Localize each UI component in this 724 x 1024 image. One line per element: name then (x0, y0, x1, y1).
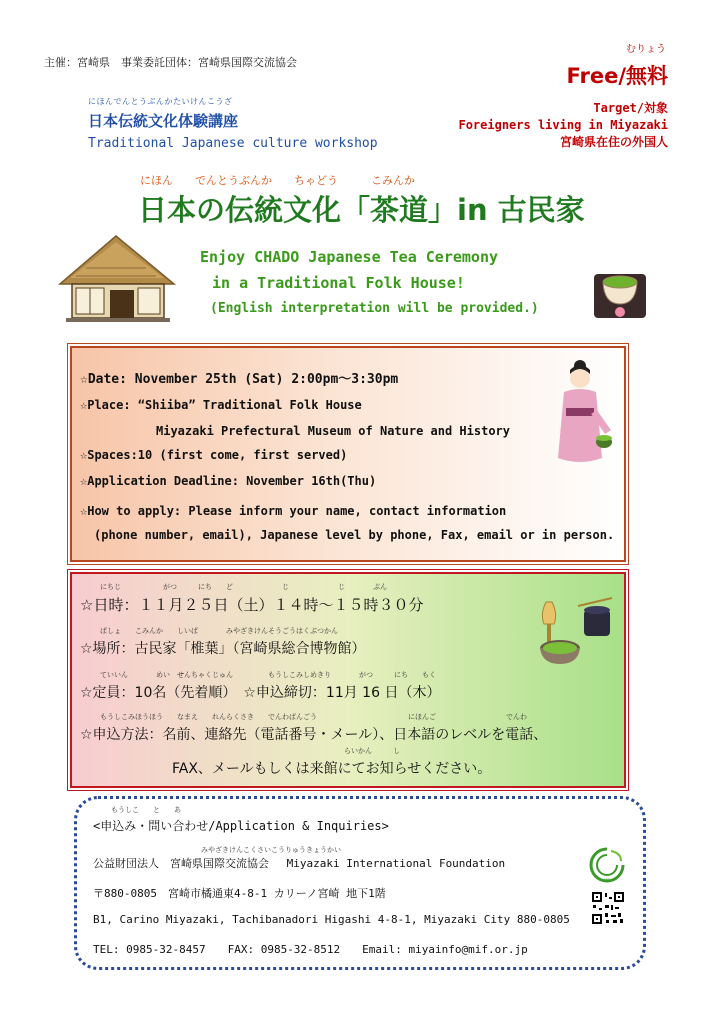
address-jp: 〒880-0805 宮崎市橘通東4-8-1 カリーノ宮崎 地下1階 (93, 887, 386, 900)
free-ruby: むりょう (626, 44, 666, 55)
apply2-ruby-jp: らいかん し (344, 747, 400, 755)
svg-text:MIF: MIF (603, 878, 611, 882)
date-ruby-jp: にちじ がつ にち ど じ じ ぷん (100, 583, 387, 591)
main-title: 日本の伝統文化「茶道」in 古民家 (138, 193, 585, 227)
tea-utensils-illustration (532, 596, 614, 668)
free-label: Free/無料 (566, 64, 668, 88)
contact-box (74, 796, 646, 970)
tea-host-illustration (550, 358, 612, 470)
deadline-line-en: ☆Application Deadline: November 16th(Thu) (80, 474, 377, 488)
workshop-title-en: Traditional Japanese culture workshop (88, 136, 378, 151)
folk-house-illustration (56, 232, 178, 324)
target-line: Foreigners living in Miyazaki (458, 118, 668, 132)
japanese-info-box (70, 572, 626, 788)
place-line-jp: ☆場所：古民家「椎葉」（宮崎県総合博物館） (80, 641, 366, 657)
target-line: 宮崎県在住の外国人 (559, 135, 668, 149)
organizer-line: 主催：宮崎県 事業委託団体：宮崎県国際交流協会 (44, 56, 297, 69)
date-line-en: ☆Date: November 25th (Sat) 2:00pm～3:30pm (80, 372, 399, 387)
workshop-ruby: にほんでんとうぶんかたいけんこうざ (88, 97, 233, 106)
contact-phone-fax-email: TEL: 0985-32-8457 FAX: 0985-32-8512 Email: miyainfo@mif.or.jp (93, 943, 528, 956)
apply-detail-jp: FAX、メールもしくは来館にてお知らせください。 (172, 761, 492, 777)
subtitle-line-2: in a Traditional Folk House! (212, 274, 465, 292)
apply-ruby-jp: もうしこみほうほう なまえ れんらくさき でんわばんごう にほんご でんわ (100, 713, 527, 721)
address-en: B1, Carino Miyazaki, Tachibanadori Higashi 4-8-1, Miyazaki City 880-0805 (93, 913, 570, 926)
spaces-line-jp: ☆定員：10名（先着順） ☆申込締切：11月 16 日（木） (80, 685, 441, 701)
title-ruby: にほん でんとうぶんか ちゃどう こみんか (140, 174, 415, 187)
place-detail-en: Miyazaki Prefectural Museum of Nature and History (156, 424, 511, 438)
subtitle-block (200, 244, 539, 322)
place-line-en: ☆Place: “Shiiba” Traditional Folk House (80, 398, 362, 412)
org-ruby: みやざきけんこくさいこうりゅうきょうかい (201, 846, 341, 854)
english-info-box (70, 346, 626, 562)
qr-code-icon[interactable] (591, 891, 625, 925)
organization-name: 公益財団法人 宮崎県国際交流協会 Miyazaki International Foundation (93, 857, 506, 870)
mif-logo (587, 845, 627, 885)
workshop-title-jp: 日本伝統文化体験講座 (88, 112, 239, 130)
subtitle-line-3: (English interpretation will be provided.) (210, 301, 539, 316)
date-line-jp: ☆日時：１１月２５日（土）１４時～１５時３０分 (80, 596, 424, 614)
target-line: Target/対象 (593, 101, 668, 115)
tea-cup-illustration (590, 260, 650, 322)
subtitle-line-1: Enjoy CHADO Japanese Tea Ceremony (200, 248, 499, 266)
place-ruby-jp: ばしょ こみんか しいば みやざきけんそうごうはくぶつかん (100, 627, 338, 635)
apply-line-en: ☆How to apply: Please inform your name, contact information (80, 504, 507, 518)
spaces-ruby-jp: ていいん めい せんちゃくじゅん もうしこみしめきり がつ にち もく (100, 671, 436, 679)
spaces-line-en: ☆Spaces:10 (first come, first served) (80, 448, 348, 462)
contact-heading-ruby: もうしこ と あ (111, 806, 181, 814)
apply-detail-en: (phone number, email), Japanese level by phone, Fax, email or in person. (94, 528, 615, 542)
target-block (458, 100, 668, 151)
apply-line-jp: ☆申込方法：名前、連絡先（電話番号・メール）、日本語のレベルを電話、 (80, 727, 548, 743)
contact-heading: <申込み・問い合わせ/Application & Inquiries> (93, 819, 389, 833)
